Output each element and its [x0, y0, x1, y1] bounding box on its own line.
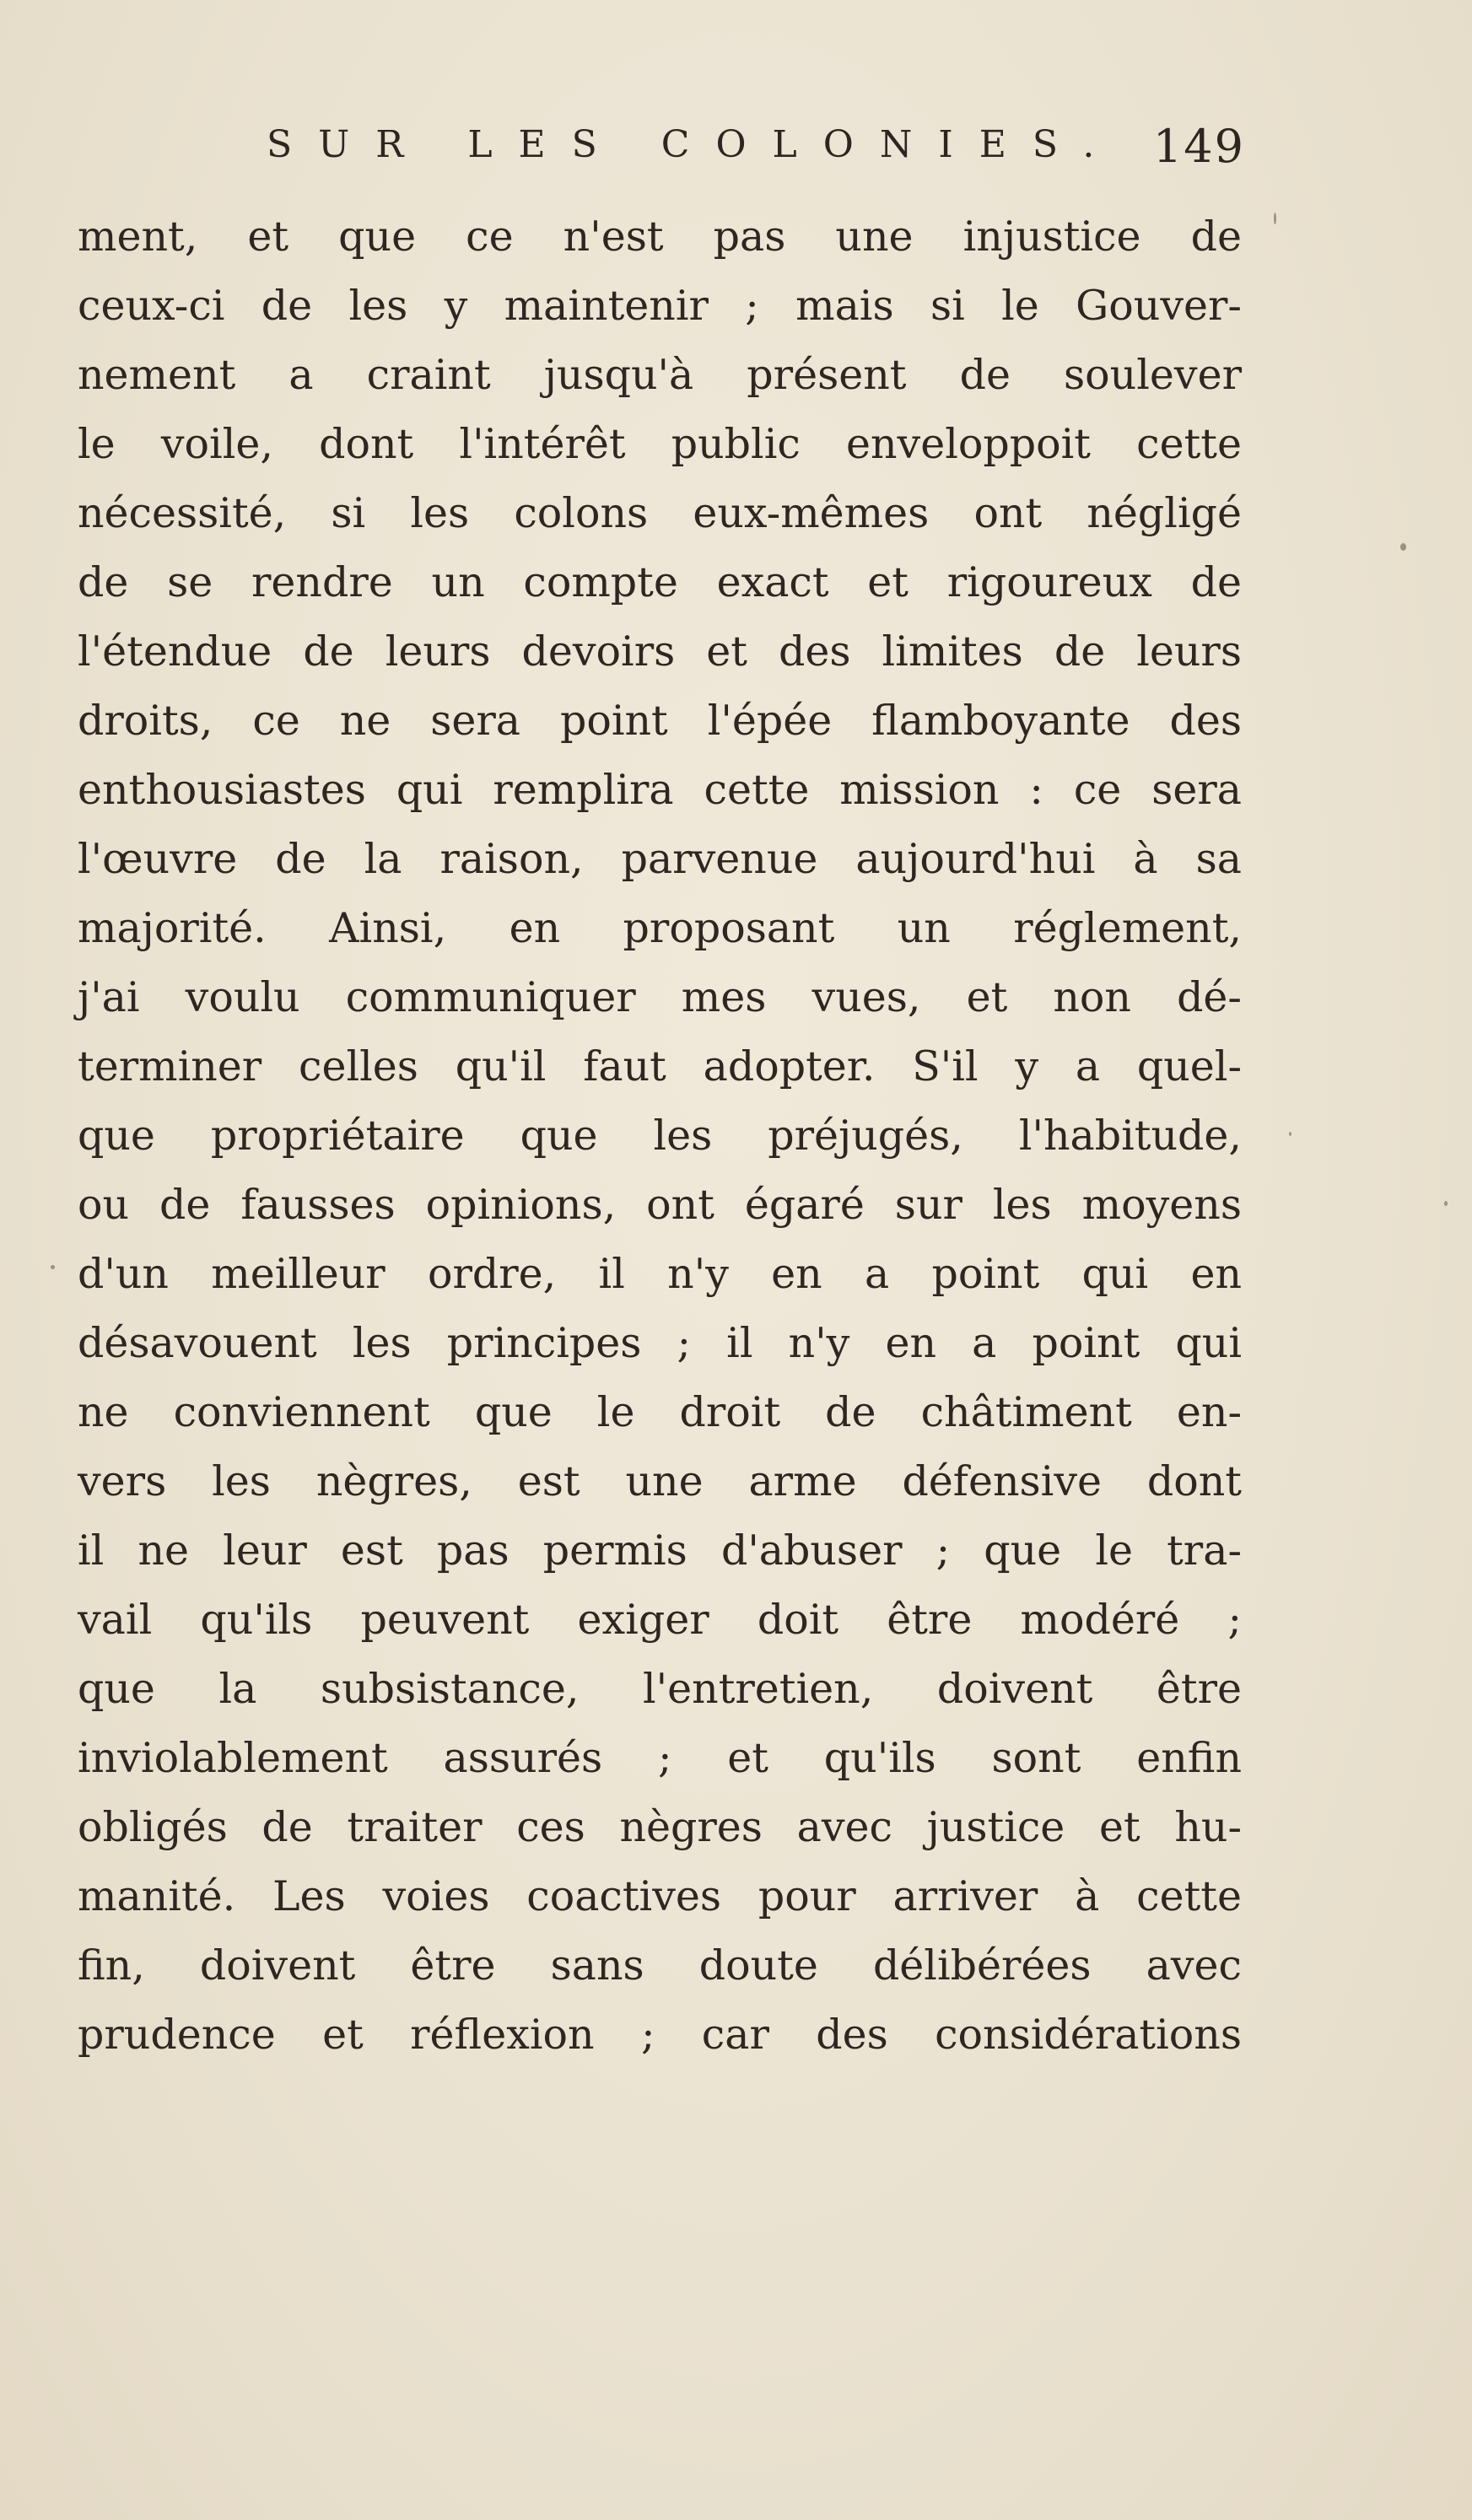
running-title: SUR LES COLONIES.: [267, 123, 1121, 166]
text-line-14: que propriétaire que les préjugés, l'habitude,: [78, 1112, 1242, 1160]
text-line-6: de se rendre un compte exact et rigoureux de: [78, 558, 1242, 606]
text-line-23: inviolablement assurés ; et qu'ils sont enfin: [78, 1734, 1242, 1782]
paper-speck: [1289, 1132, 1291, 1136]
text-line-11: majorité. Ainsi, en proposant un réglement,: [78, 904, 1242, 952]
paper-speck: [1400, 543, 1406, 551]
text-line-26: fin, doivent être sans doute délibérées avec: [78, 1941, 1242, 1990]
text-line-27: prudence et réflexion ; car des considérations: [78, 2011, 1242, 2059]
body-text: [78, 202, 1242, 2070]
text-line-9: enthousiastes qui remplira cette mission : ce sera: [78, 766, 1242, 814]
text-line-2: ceux-ci de les y maintenir ; mais si le Gouver-: [78, 282, 1242, 330]
text-line-8: droits, ce ne sera point l'épée flamboyante des: [78, 697, 1242, 745]
text-line-22: que la subsistance, l'entretien, doivent être: [78, 1665, 1242, 1713]
text-line-5: nécessité, si les colons eux-mêmes ont négligé: [78, 489, 1242, 537]
text-line-24: obligés de traiter ces nègres avec justice et hu-: [78, 1803, 1242, 1851]
page-number: 149: [1152, 120, 1245, 173]
text-line-19: vers les nègres, est une arme défensive dont: [78, 1457, 1242, 1505]
text-line-16: d'un meilleur ordre, il n'y en a point qui en: [78, 1250, 1242, 1298]
text-line-21: vail qu'ils peuvent exiger doit être modéré ;: [78, 1596, 1242, 1644]
text-line-10: l'œuvre de la raison, parvenue aujourd'hui à sa: [78, 835, 1242, 883]
text-line-13: terminer celles qu'il faut adopter. S'il y a quel-: [78, 1042, 1242, 1090]
text-line-15: ou de fausses opinions, ont égaré sur les moyens: [78, 1181, 1242, 1229]
text-line-25: manité. Les voies coactives pour arriver à cette: [78, 1872, 1242, 1920]
text-line-4: le voile, dont l'intérêt public enveloppoit cette: [78, 420, 1242, 468]
page-header: [267, 120, 1245, 179]
text-line-3: nement a craint jusqu'à présent de soulever: [78, 351, 1242, 399]
text-line-17: désavouent les principes ; il n'y en a point qui: [78, 1319, 1242, 1367]
text-line-20: il ne leur est pas permis d'abuser ; que le tra-: [78, 1527, 1242, 1575]
paper-speck: [1274, 213, 1276, 224]
text-line-1: ment, et que ce n'est pas une injustice de: [78, 213, 1242, 261]
text-line-18: ne conviennent que le droit de châtiment en-: [78, 1388, 1242, 1436]
paper-speck: [1444, 1201, 1448, 1206]
text-line-12: j'ai voulu communiquer mes vues, et non dé-: [78, 973, 1242, 1021]
paper-speck: [51, 1265, 55, 1269]
text-line-7: l'étendue de leurs devoirs et des limites de leurs: [78, 627, 1242, 676]
